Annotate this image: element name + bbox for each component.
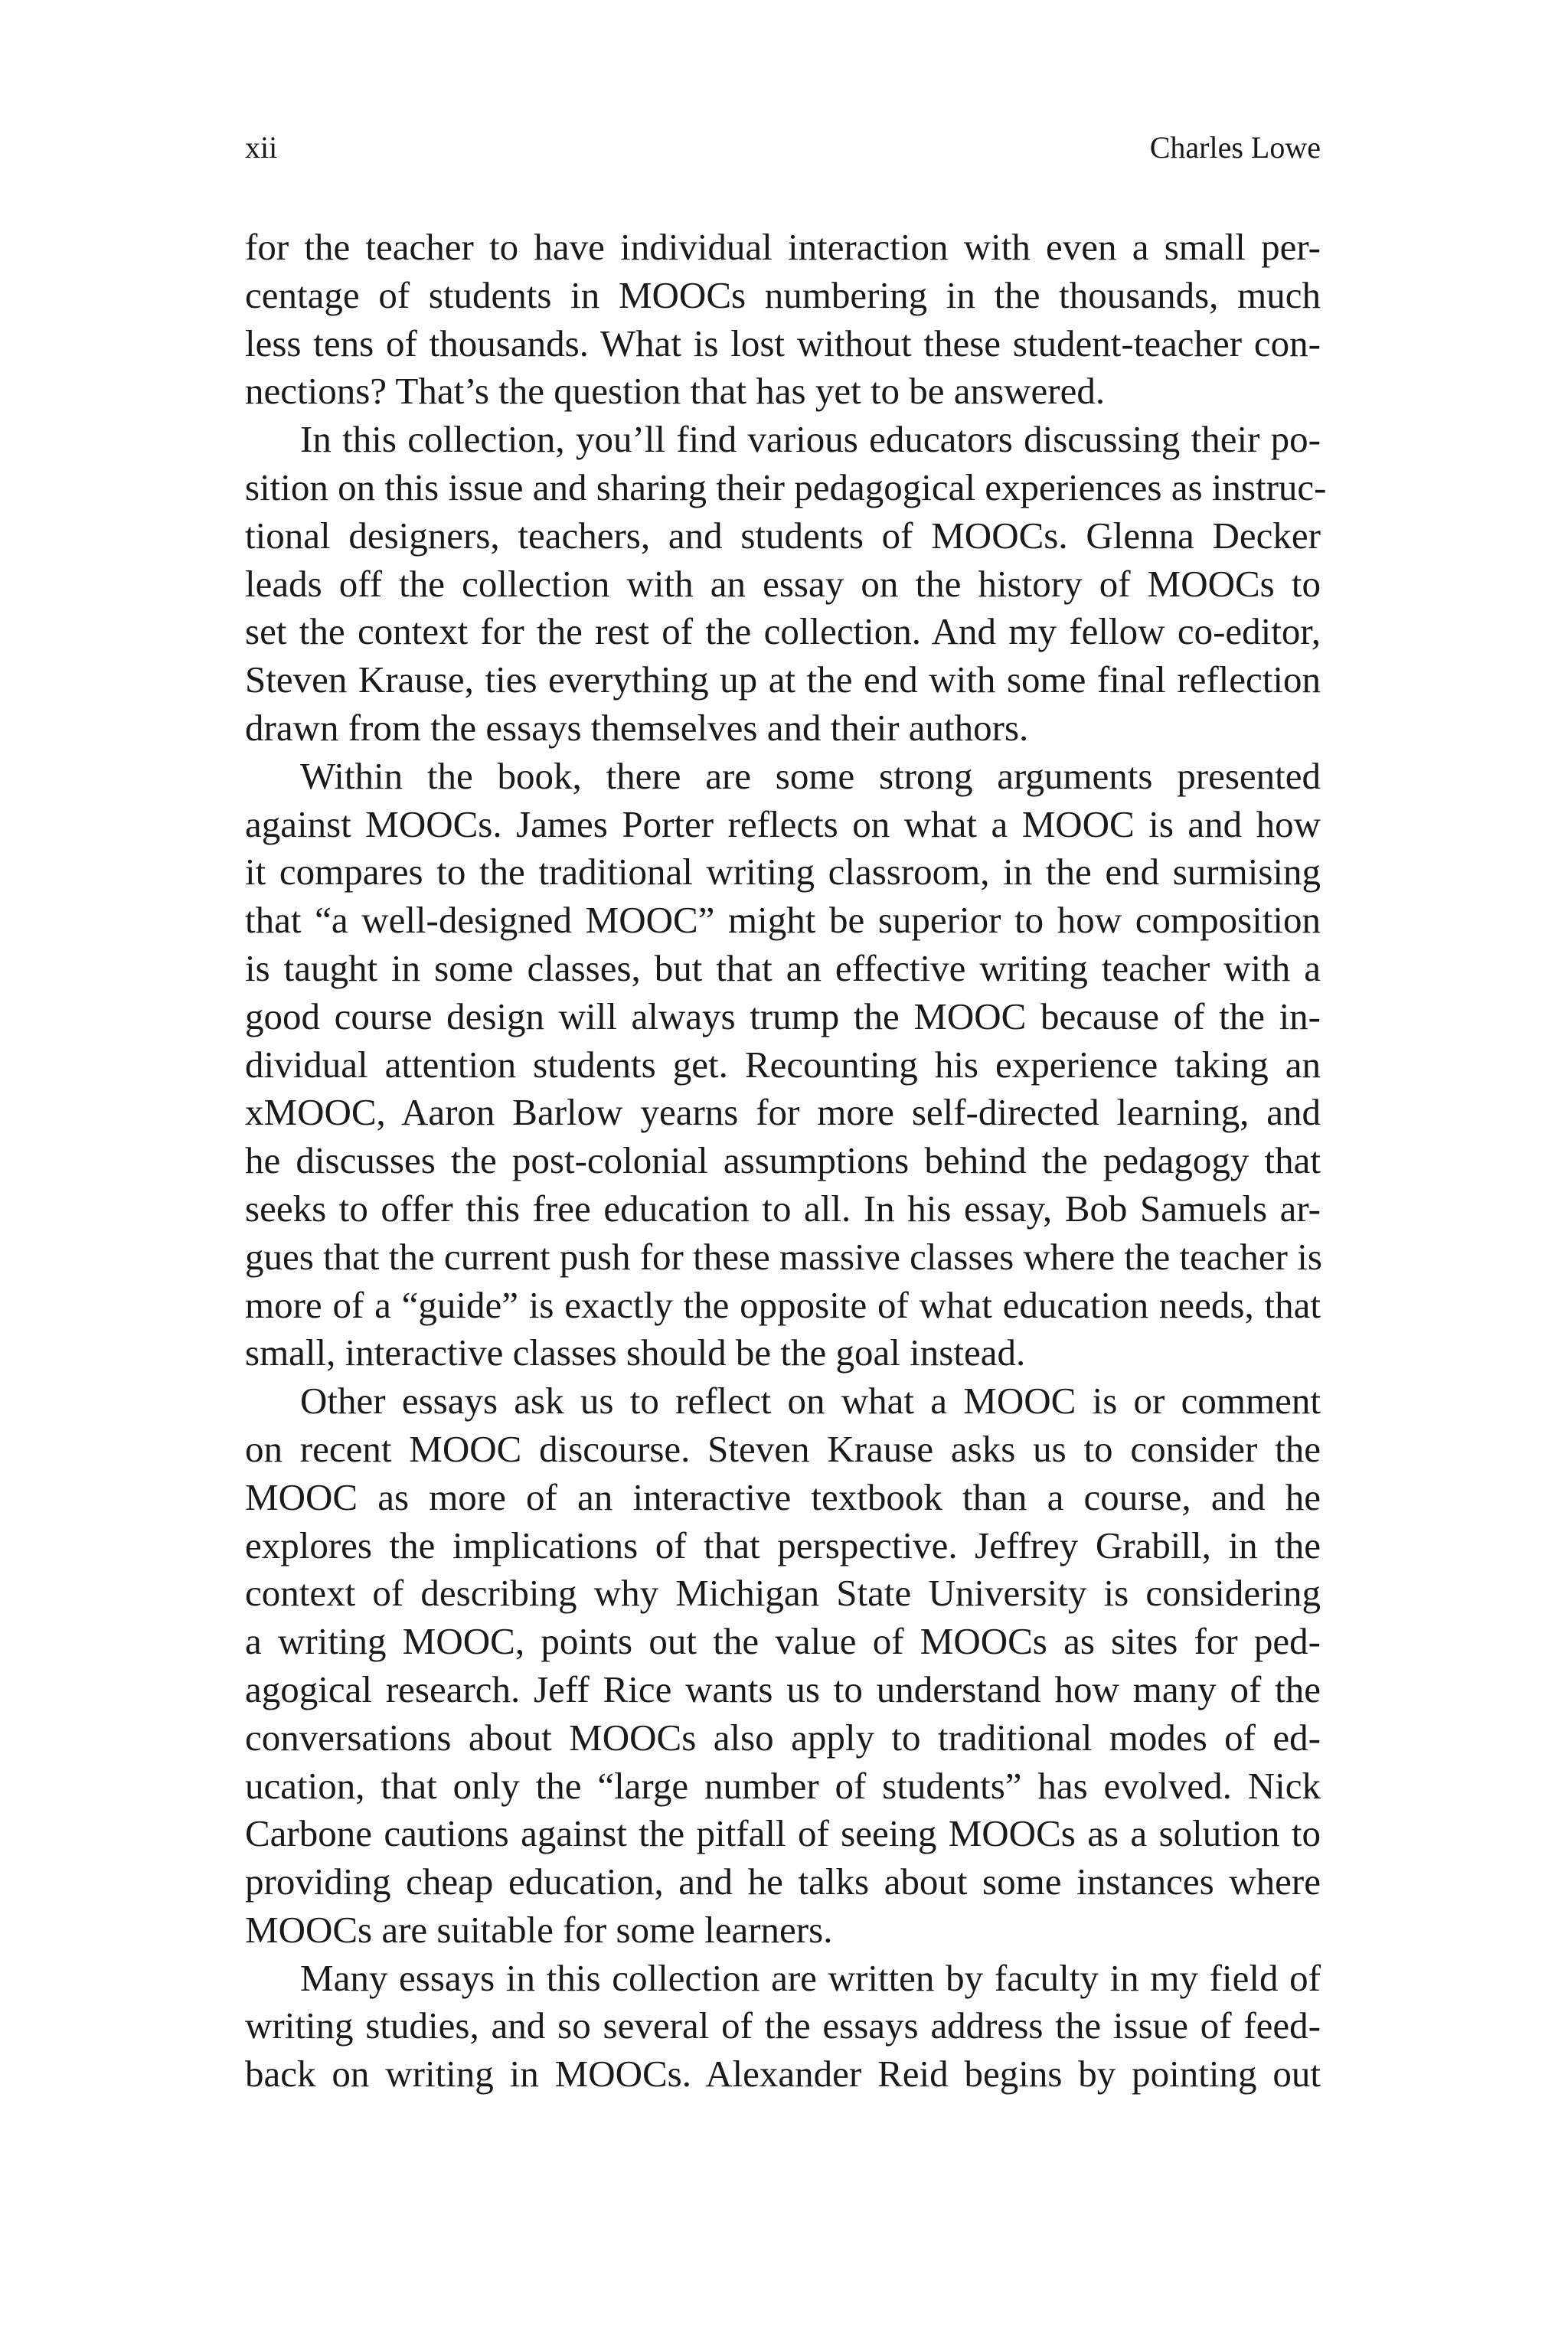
text-line: he discusses the post-colonial assumptions behind the pedagogy that: [245, 1139, 1321, 1182]
text-line: In this collection, you’ll find various educators discussing their po-: [300, 418, 1321, 461]
text-line: context of describing why Michigan State University is considering: [245, 1572, 1321, 1615]
text-line: ucation, that only the “large number of students” has evolved. Nick: [245, 1764, 1321, 1807]
text-line: more of a “guide” is exactly the opposite of what education needs, that: [245, 1283, 1321, 1326]
text-line: that “a well-designed MOOC” might be superior to how composition: [245, 899, 1321, 942]
text-line: gues that the current push for these massive classes where the teacher is: [245, 1235, 1322, 1278]
text-line: is taught in some classes, but that an effective writing teacher with a: [245, 946, 1321, 989]
text-line: MOOC as more of an interactive textbook than a course, and he: [245, 1475, 1321, 1518]
running-head-author: Charles Lowe: [1149, 130, 1321, 165]
text-line: for the teacher to have individual interaction with even a small per-: [245, 226, 1321, 268]
text-line: Carbone cautions against the pitfall of seeing MOOCs as a solution to: [245, 1812, 1321, 1855]
text-line: Within the book, there are some strong arguments presented: [300, 754, 1321, 797]
text-line: drawn from the essays themselves and their authors.: [245, 706, 1029, 749]
text-line: dividual attention students get. Recounting his experience taking an: [245, 1043, 1321, 1086]
text-line: on recent MOOC discourse. Steven Krause asks us to consider the: [245, 1427, 1321, 1470]
text-line: Steven Krause, ties everything up at the end with some final reflection: [245, 658, 1321, 701]
text-line: providing cheap education, and he talks about some instances where: [245, 1860, 1321, 1903]
text-line: set the context for the rest of the collection. And my fellow co-editor,: [245, 610, 1321, 653]
text-line: MOOCs are suitable for some learners.: [245, 1908, 833, 1951]
text-line: Other essays ask us to reflect on what a MOOC is or comment: [300, 1380, 1321, 1423]
text-line: conversations about MOOCs also apply to traditional modes of ed-: [245, 1716, 1321, 1759]
text-line: centage of students in MOOCs numbering in the thousands, much: [245, 273, 1321, 316]
text-line: seeks to offer this free education to all. In his essay, Bob Samuels ar-: [245, 1187, 1321, 1230]
text-line: leads off the collection with an essay on the history of MOOCs to: [245, 562, 1321, 605]
text-line: good course design will always trump the MOOC because of the in-: [245, 995, 1321, 1037]
text-line: nections? That’s the question that has yet to be answered.: [245, 370, 1106, 413]
text-line: tional designers, teachers, and students of MOOCs. Glenna Decker: [245, 514, 1321, 557]
text-line: it compares to the traditional writing classroom, in the end surmising: [245, 851, 1321, 893]
text-line: small, interactive classes should be the goal instead.: [245, 1331, 1026, 1374]
text-line: less tens of thousands. What is lost without these student-teacher con-: [245, 322, 1321, 364]
text-line: explores the implications of that perspective. Jeffrey Grabill, in the: [245, 1524, 1321, 1566]
page-number: xii: [245, 130, 278, 165]
running-head: [245, 121, 1321, 175]
text-line: sition on this issue and sharing their pedagogical experiences as instruc-: [245, 466, 1327, 508]
text-line: back on writing in MOOCs. Alexander Reid begins by pointing out: [245, 2053, 1321, 2096]
text-line: Many essays in this collection are written by faculty in my field of: [300, 1956, 1321, 1999]
text-line: a writing MOOC, points out the value of MOOCs as sites for ped-: [245, 1620, 1321, 1663]
text-line: against MOOCs. James Porter reflects on what a MOOC is and how: [245, 802, 1321, 845]
body-text: [245, 224, 1327, 2099]
text-line: agogical research. Jeff Rice wants us to understand how many of the: [245, 1668, 1321, 1710]
text-line: xMOOC, Aaron Barlow yearns for more self-directed learning, and: [245, 1091, 1321, 1134]
text-line: writing studies, and so several of the essays address the issue of feed-: [245, 2004, 1321, 2047]
